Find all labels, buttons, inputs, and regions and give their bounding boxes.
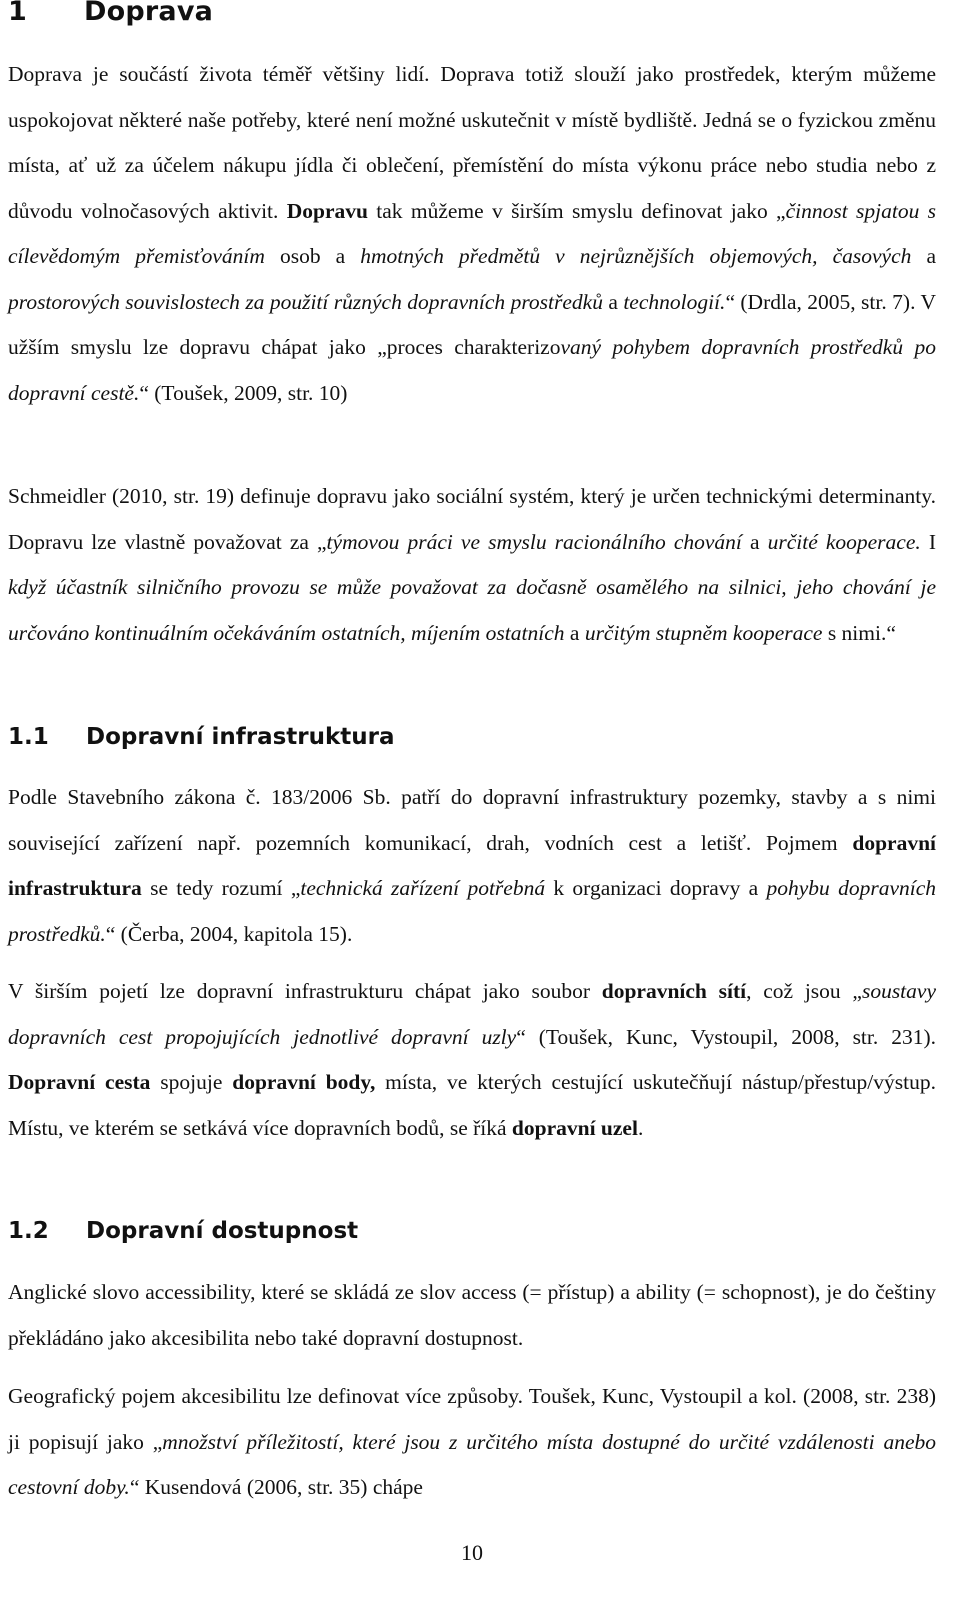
- text-run: Geografický pojem akcesibilitu lze definovat více způsoby. Toušek, Kunc, Vystoupil a kol. (2008, str. 238) ji popisují jako „: [8, 1384, 936, 1454]
- italic-quote: pohybu dopravních prostředků.: [8, 876, 937, 946]
- bold-term: dopravní body,: [232, 1070, 376, 1094]
- text-run: “ (Toušek, 2009, str. 10): [139, 380, 348, 405]
- section-heading-infrastructure: [8, 721, 395, 753]
- italic-quote: týmovou práci ve smyslu racionálního chování: [326, 529, 742, 554]
- text-run: “ Kusendová (2006, str. 35) chápe: [129, 1475, 423, 1499]
- paragraph-accessibility-definition: [8, 1270, 936, 1361]
- bold-term: dopravní uzel: [511, 1115, 638, 1140]
- section-title: Dopravní infrastruktura: [86, 724, 395, 750]
- paragraph-transport-networks: [8, 969, 936, 1151]
- italic-quote: technologií.: [623, 289, 726, 314]
- text-run: “ (Drdla, 2005, str. 7). V užším smyslu lze dopravu chápat jako „proces charakterizo: [8, 289, 936, 359]
- chapter-title: Doprava: [84, 0, 214, 27]
- italic-quote: hmotných předmětů v nejrůznějších objemových, časových: [360, 244, 912, 268]
- italic-quote: určitým stupněm kooperace: [584, 620, 823, 645]
- page-number: 10: [461, 1540, 483, 1565]
- italic-quote: prostorových souvislostech za použití různých dopravních prostředků: [8, 289, 603, 314]
- text-run: a: [911, 244, 936, 268]
- text-run: Doprava je součástí života téměř většiny lidí. Doprava totiž slouží jako prostředek, kterým můžeme uspokojovat některé naše potřeby, které není možné uskutečnit v místě bydliště. Jedná se o fyzickou změnu místa, ať už za účelem nákupu jídla či oblečení, přemístění do místa výkonu práce nebo studia nebo z důvodu volnočasových aktivit.: [8, 62, 936, 223]
- text-run: Schmeidler (2010, str. 19) definuje dopravu jako sociální systém, který je určen technickými determinanty. Dopravu lze vlastně považovat za „: [8, 484, 936, 554]
- italic-quote: když účastník silničního provozu se může považovat za dočasně osamělého na silnici, jeho chování je určováno kontinuálním očekáváním ostatních, míjením ostatních: [8, 575, 936, 645]
- section-number: 1.2: [8, 1218, 49, 1244]
- text-run: “ (Čerba, 2004, kapitola 15).: [105, 921, 353, 946]
- italic-quote: soustavy dopravních cest propojujících jednotlivé dopravní uzly: [8, 979, 936, 1049]
- italic-quote: činnost spjatou s cílevědomým přemisťováním: [8, 198, 936, 268]
- text-run: spojuje: [150, 1070, 233, 1094]
- text-run: V širším pojetí lze dopravní infrastrukturu chápat jako soubor: [8, 979, 602, 1003]
- section-heading-accessibility: [8, 1215, 358, 1247]
- italic-quote: určité kooperace.: [767, 529, 921, 554]
- chapter-heading: [8, 0, 213, 30]
- text-run: s nimi.“: [822, 620, 896, 645]
- text-run: a: [741, 529, 768, 554]
- section-number: 1.1: [8, 724, 49, 750]
- text-run: Anglické slovo accessibility, které se skládá ze slov access (= přístup) a ability (= schopnost), je do češtiny překládáno jako akcesibilita nebo také dopravní dostupnost.: [8, 1280, 936, 1350]
- bold-term: dopravních sítí: [601, 979, 747, 1003]
- text-run: a: [602, 289, 624, 314]
- text-run: k organizaci dopravy a: [545, 876, 767, 900]
- text-run: a: [564, 620, 585, 645]
- italic-quote: množství příležitostí, které jsou z určitého místa dostupné do určité vzdálenosti anebo cestovní doby.: [8, 1429, 936, 1499]
- bold-term: Dopravu: [286, 198, 368, 223]
- text-run: , což jsou „: [746, 979, 862, 1003]
- section-title: Dopravní dostupnost: [86, 1218, 359, 1244]
- paragraph-intro: [8, 52, 936, 416]
- paragraph-schmeidler: [8, 474, 936, 656]
- bold-term: Dopravní cesta: [8, 1070, 151, 1094]
- text-run: I: [920, 529, 936, 554]
- italic-quote: vaný pohybem dopravních prostředků po dopravní cestě.: [8, 335, 936, 405]
- text-run: tak můžeme v širším smyslu definovat jako „: [367, 198, 786, 223]
- paragraph-infrastructure-law: [8, 775, 936, 957]
- text-run: osob a: [264, 244, 361, 268]
- text-run: místa, ve kterých cestující uskutečňují nástup/přestup/výstup. Místu, ve kterém se setkává více dopravních bodů, se říká: [8, 1070, 936, 1140]
- text-run: “ (Toušek, Kunc, Vystoupil, 2008, str. 231).: [516, 1024, 936, 1049]
- italic-quote: technická zařízení potřebná: [300, 876, 546, 900]
- text-run: Podle Stavebního zákona č. 183/2006 Sb. patří do dopravní infrastruktury pozemky, stavby a s nimi související zařízení např. pozemních komunikací, drah, vodních cest a letišť. Pojmem: [8, 785, 936, 855]
- chapter-number: 1: [8, 0, 27, 27]
- text-run: se tedy rozumí „: [141, 876, 301, 900]
- paragraph-geographic-accessibility: [8, 1374, 936, 1511]
- text-run: .: [637, 1115, 644, 1140]
- bold-term: dopravní infrastruktura: [8, 830, 936, 900]
